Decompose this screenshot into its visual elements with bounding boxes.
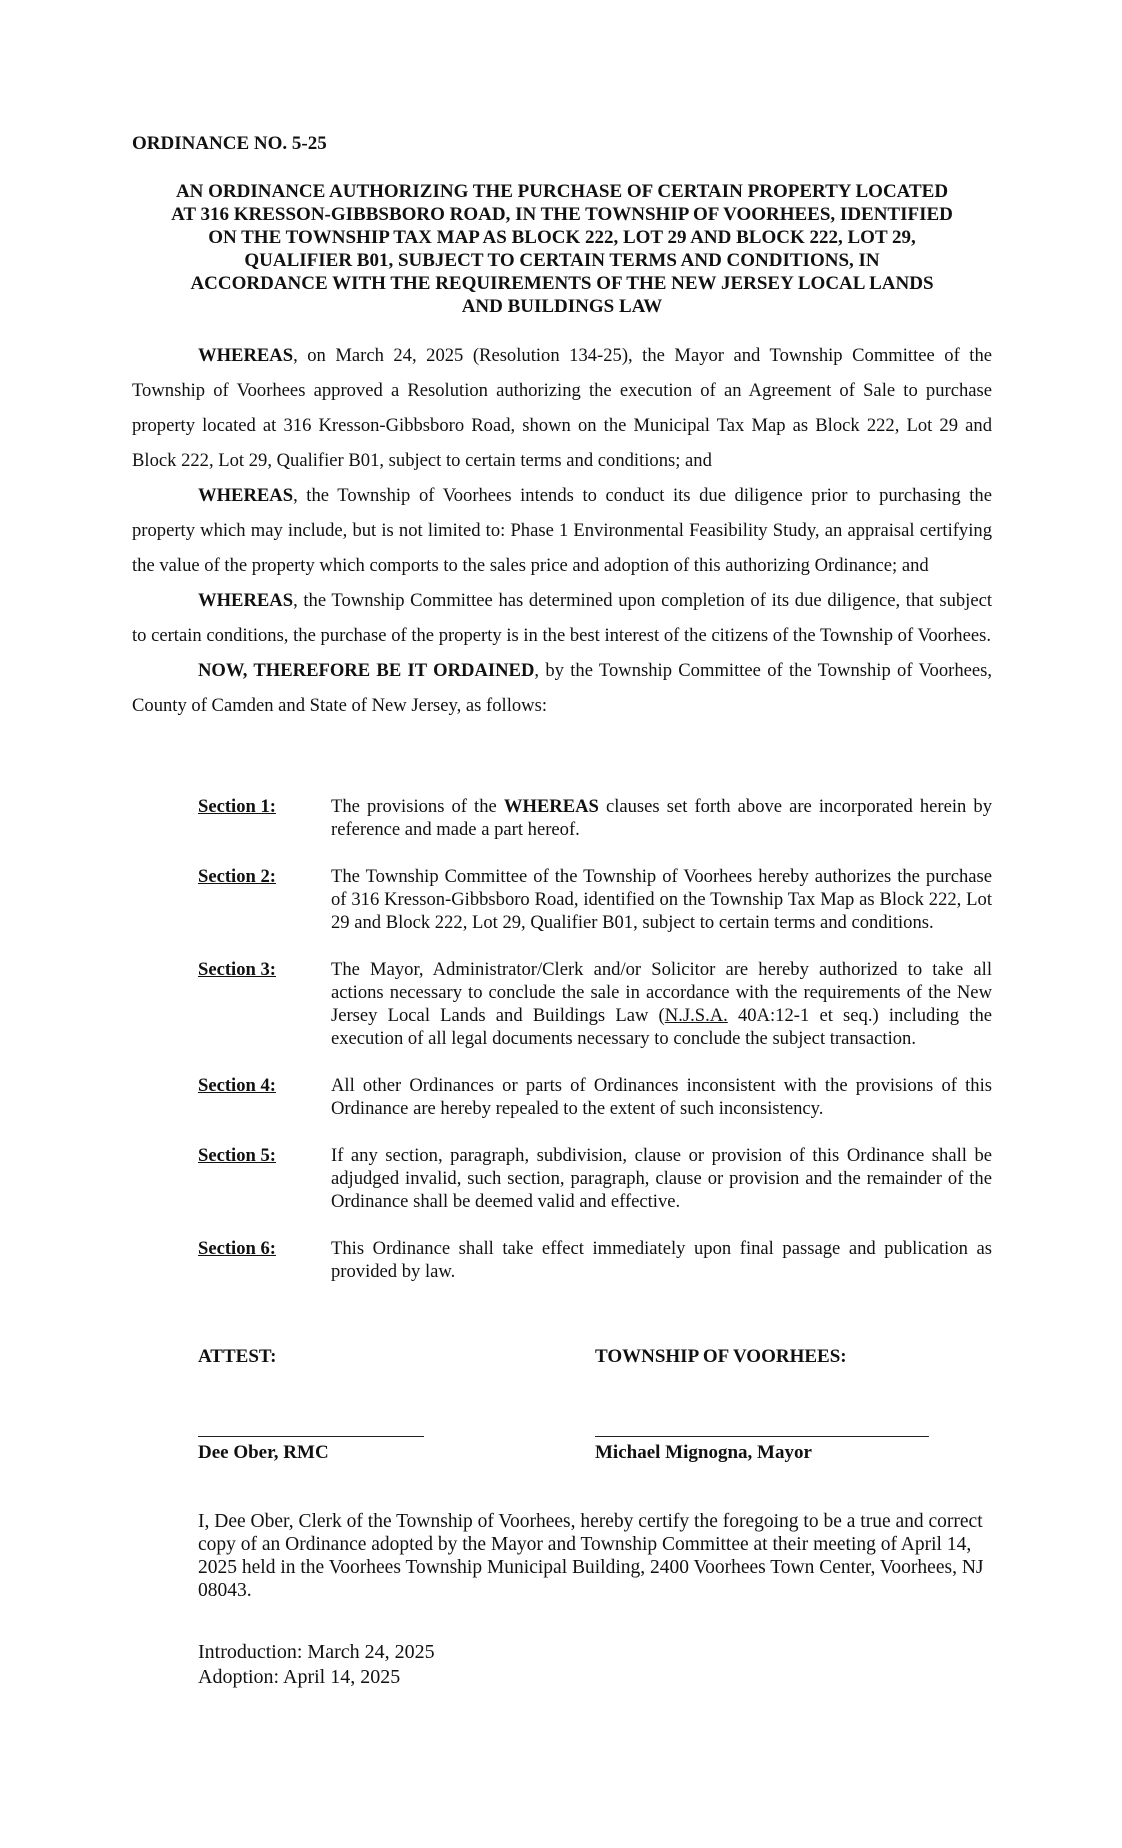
title-line: AN ORDINANCE AUTHORIZING THE PURCHASE OF CERTAIN PROPERTY LOCATED (175, 181, 949, 202)
section-3 (198, 958, 992, 1050)
section-label: Section 4: (198, 1075, 276, 1096)
ordinance-dates (198, 1640, 435, 1690)
paragraph-lead: WHEREAS (198, 590, 294, 611)
title-line: QUALIFIER B01, SUBJECT TO CERTAIN TERMS AND CONDITIONS, IN (244, 250, 880, 271)
mayor-name: Michael Mignogna, Mayor (595, 1442, 812, 1463)
township-label: TOWNSHIP OF VOORHEES: (595, 1346, 847, 1367)
section-label: Section 6: (198, 1238, 276, 1259)
whereas-paragraph (132, 478, 992, 583)
paragraph-text: , the Township of Voorhees intends to conduct its due diligence prior to purchasing the property which may include, but is not limited to: Phase 1 Environmental Feasibility Study, an appraisal certifying the value of the property which comports to the sales price and adoption of this authorizing Ordinance; and (132, 485, 992, 576)
bold-text: WHEREAS (503, 796, 599, 817)
section-6 (198, 1237, 992, 1283)
paragraph-lead: NOW, THEREFORE BE IT ORDAINED (198, 660, 535, 681)
section-2 (198, 865, 992, 934)
section-label: Section 5: (198, 1145, 276, 1166)
text: 40A:12-1 et seq.) including the execution of all legal documents necessary to conclude the subject transaction. (331, 1005, 992, 1049)
section-label: Section 1: (198, 796, 276, 817)
paragraph-lead: WHEREAS (198, 485, 294, 506)
attest-label: ATTEST: (198, 1346, 277, 1367)
clerk-certification: I, Dee Ober, Clerk of the Township of Voorhees, hereby certify the foregoing to be a true and correct copy of an Ordinance adopted by the Mayor and Township Committee at their meeting of April 14, 2025 held in the Voorhees Township Municipal Building, 2400 Voorhees Town Center, Voorhees, NJ 08043. (198, 1511, 984, 1601)
title-line: ON THE TOWNSHIP TAX MAP AS BLOCK 222, LOT 29 AND BLOCK 222, LOT 29, (208, 227, 916, 248)
introduction-date: Introduction: March 24, 2025 (198, 1641, 435, 1663)
clerk-name: Dee Ober, RMC (198, 1442, 329, 1463)
statute-citation: N.J.S.A. (664, 1005, 728, 1026)
text: clauses set forth above are incorporated herein by reference and made a part hereof. (331, 796, 992, 840)
clerk-signature-line (198, 1436, 424, 1437)
whereas-paragraph (132, 338, 992, 478)
paragraph-text: , the Township Committee has determined upon completion of its due diligence, that subject to certain conditions, the purchase of the property is in the best interest of the citizens of the Township of Voorhees. (132, 590, 992, 646)
paragraph-text: , on March 24, 2025 (Resolution 134-25), the Mayor and Township Committee of the Township of Voorhees approved a Resolution authorizing the execution of an Agreement of Sale to purchase property located at 316 Kresson-Gibbsboro Road, shown on the Municipal Tax Map as Block 222, Lot 29 and Block 222, Lot 29, Qualifier B01, subject to certain terms and conditions; and (132, 345, 992, 471)
section-text: The Township Committee of the Township of Voorhees hereby authorizes the purchase of 316 Kresson-Gibbsboro Road, identified on the Township Tax Map as Block 222, Lot 29 and Block 222, Lot 29, Qualifier B01, subject to certain terms and conditions. (331, 866, 992, 933)
ordinance-title (132, 180, 992, 318)
sections-list (198, 795, 992, 1307)
section-text: If any section, paragraph, subdivision, clause or provision of this Ordinance shall be adjudged invalid, such section, paragraph, clause or provision and the remainder of the Ordinance shall be deemed valid and effective. (331, 1145, 992, 1212)
adoption-date: Adoption: April 14, 2025 (198, 1666, 401, 1688)
text: The provisions of the (331, 796, 504, 817)
section-text (331, 958, 992, 1050)
ordinance-number: ORDINANCE NO. 5-25 (132, 133, 327, 154)
mayor-signature-line (595, 1436, 929, 1437)
title-line: AT 316 KRESSON-GIBBSBORO ROAD, IN THE TOWNSHIP OF VOORHEES, IDENTIFIED (171, 204, 953, 225)
section-5 (198, 1144, 992, 1213)
section-4 (198, 1074, 992, 1120)
whereas-paragraph (132, 583, 992, 653)
whereas-clauses (132, 338, 992, 723)
section-text: This Ordinance shall take effect immediately upon final passage and publication as provided by law. (331, 1238, 992, 1282)
section-1 (198, 795, 992, 841)
section-label: Section 2: (198, 866, 276, 887)
text: The Mayor, Administrator/Clerk and/or Solicitor are hereby authorized to take all actions necessary to conclude the sale in accordance with the requirements of the New Jersey Local Lands and Buildings Law ( (331, 959, 992, 1026)
title-line: AND BUILDINGS LAW (461, 296, 663, 317)
section-label: Section 3: (198, 959, 276, 980)
section-text (331, 795, 992, 841)
section-text: All other Ordinances or parts of Ordinances inconsistent with the provisions of this Ordinance are hereby repealed to the extent of such inconsistency. (331, 1075, 992, 1119)
title-line: ACCORDANCE WITH THE REQUIREMENTS OF THE NEW JERSEY LOCAL LANDS (190, 273, 934, 294)
paragraph-lead: WHEREAS (198, 345, 294, 366)
paragraph-text: , by the Township Committee of the Township of Voorhees, County of Camden and State of New Jersey, as follows: (132, 660, 993, 716)
ordained-paragraph (132, 653, 992, 723)
